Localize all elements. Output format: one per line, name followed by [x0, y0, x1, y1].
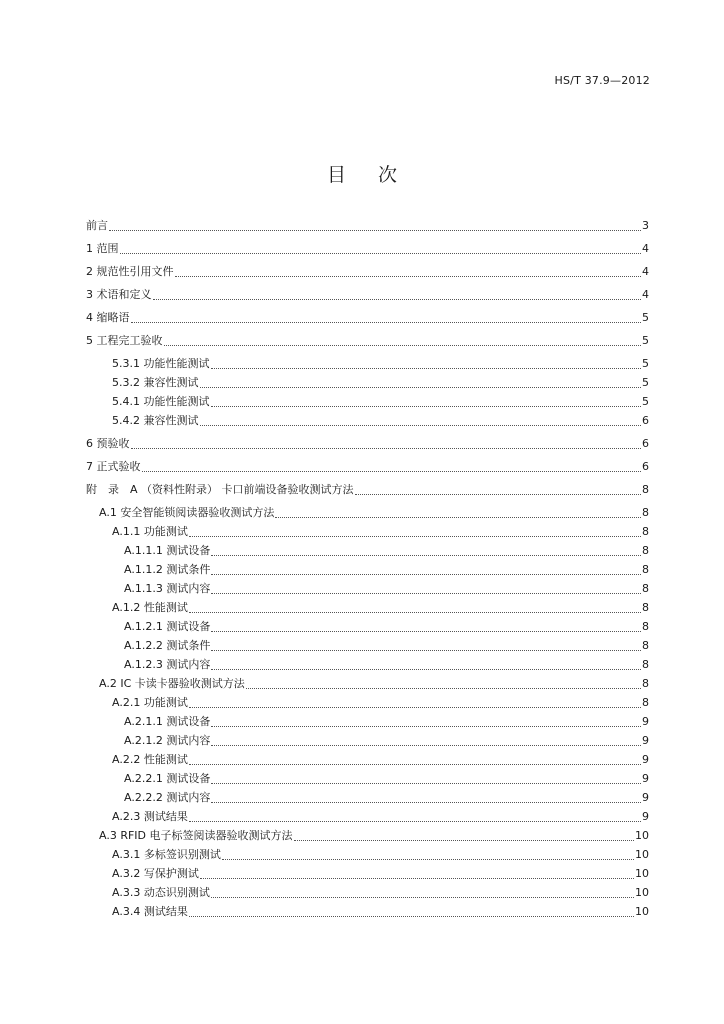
toc-leader-dots [120, 253, 642, 254]
toc-entry-label: 1 范围 [86, 242, 119, 255]
toc-entry-label: A.1.1.3 测试内容 [124, 582, 211, 595]
toc-entry-page: 10 [635, 886, 649, 899]
standard-code: HS/T 37.9—2012 [554, 74, 650, 87]
toc-entry-label: 2 规范性引用文件 [86, 265, 174, 278]
toc-leader-dots [211, 593, 641, 594]
toc-entry-page: 3 [642, 219, 649, 232]
toc-entry-page: 9 [642, 753, 649, 766]
toc-entry[interactable] [86, 240, 649, 259]
toc-entry-label: A.2.1.2 测试内容 [124, 734, 211, 747]
toc-entry[interactable] [86, 675, 649, 694]
toc-leader-dots [200, 425, 642, 426]
toc-entry[interactable] [86, 435, 649, 454]
toc-entry[interactable] [86, 789, 649, 808]
toc-entry-page: 6 [642, 460, 649, 473]
toc-entry-label: 5.3.1 功能性能测试 [112, 357, 210, 370]
toc-leader-dots [200, 387, 642, 388]
toc-entry-page: 4 [642, 265, 649, 278]
toc-entry[interactable] [86, 217, 649, 236]
toc-entry[interactable] [86, 412, 649, 431]
toc-entry-label: A.1.2.1 测试设备 [124, 620, 211, 633]
toc-entry[interactable] [86, 393, 649, 412]
toc-entry-page: 9 [642, 734, 649, 747]
toc-entry[interactable] [86, 637, 649, 656]
toc-entry-label: A.3.4 测试结果 [112, 905, 188, 918]
toc-leader-dots [131, 448, 642, 449]
toc-entry[interactable] [86, 561, 649, 580]
toc-entry-page: 9 [642, 791, 649, 804]
toc-entry-label: A.1.2 性能测试 [112, 601, 188, 614]
toc-entry[interactable] [86, 732, 649, 751]
toc-entry-label: A.1.2.2 测试条件 [124, 639, 211, 652]
toc-leader-dots [189, 707, 641, 708]
toc-leader-dots [189, 612, 641, 613]
toc-entry-page: 8 [642, 601, 649, 614]
toc-leader-dots [355, 494, 641, 495]
toc-entry-page: 8 [642, 639, 649, 652]
toc-entry-label: A.2.2.2 测试内容 [124, 791, 211, 804]
toc-leader-dots [211, 574, 641, 575]
toc-leader-dots [131, 322, 642, 323]
toc-entry-page: 8 [642, 483, 649, 496]
toc-leader-dots [175, 276, 642, 277]
toc-entry-page: 6 [642, 437, 649, 450]
toc-entry[interactable] [86, 309, 649, 328]
toc-list [86, 217, 649, 922]
toc-entry-page: 8 [642, 658, 649, 671]
toc-leader-dots [200, 878, 634, 879]
toc-entry-page: 4 [642, 288, 649, 301]
toc-entry-label: A.2.3 测试结果 [112, 810, 188, 823]
toc-entry-label: 3 术语和定义 [86, 288, 152, 301]
toc-entry-label: A.1 安全智能锁阅读器验收测试方法 [99, 506, 275, 519]
toc-entry-page: 8 [642, 677, 649, 690]
toc-leader-dots [211, 802, 641, 803]
toc-entry-page: 4 [642, 242, 649, 255]
toc-entry[interactable] [86, 263, 649, 282]
toc-entry[interactable] [86, 523, 649, 542]
toc-entry-page: 8 [642, 620, 649, 633]
toc-entry[interactable] [86, 355, 649, 374]
toc-entry-page: 6 [642, 414, 649, 427]
toc-entry-label: 5.3.2 兼容性测试 [112, 376, 199, 389]
toc-leader-dots [222, 859, 634, 860]
toc-leader-dots [142, 471, 642, 472]
toc-entry-label: 5.4.2 兼容性测试 [112, 414, 199, 427]
toc-entry-label: A.3.3 动态识别测试 [112, 886, 210, 899]
toc-entry[interactable] [86, 884, 649, 903]
toc-entry-page: 9 [642, 810, 649, 823]
toc-entry-page: 10 [635, 829, 649, 842]
toc-entry[interactable] [86, 599, 649, 618]
toc-entry[interactable] [86, 656, 649, 675]
toc-entry-label: 7 正式验收 [86, 460, 141, 473]
toc-leader-dots [164, 345, 642, 346]
toc-entry[interactable] [86, 903, 649, 922]
toc-entry[interactable] [86, 827, 649, 846]
toc-leader-dots [189, 916, 634, 917]
toc-entry-page: 10 [635, 905, 649, 918]
toc-leader-dots [211, 669, 641, 670]
toc-entry-label: A.3.1 多标签识别测试 [112, 848, 221, 861]
toc-leader-dots [211, 783, 641, 784]
toc-entry-label: A.1.1.1 测试设备 [124, 544, 211, 557]
toc-entry-label: A.2.2 性能测试 [112, 753, 188, 766]
toc-leader-dots [211, 555, 641, 556]
toc-entry[interactable] [86, 618, 649, 637]
toc-entry-page: 10 [635, 848, 649, 861]
toc-entry[interactable] [86, 751, 649, 770]
toc-leader-dots [211, 631, 641, 632]
toc-leader-dots [246, 688, 641, 689]
toc-entry-page: 5 [642, 311, 649, 324]
toc-entry[interactable] [86, 332, 649, 351]
toc-entry[interactable] [86, 846, 649, 865]
toc-entry-label: A.3 RFID 电子标签阅读器验收测试方法 [99, 829, 293, 842]
toc-entry-page: 5 [642, 395, 649, 408]
toc-entry[interactable] [86, 374, 649, 393]
toc-entry[interactable] [86, 286, 649, 305]
toc-entry-label: 前言 [86, 219, 108, 232]
toc-entry-page: 8 [642, 582, 649, 595]
toc-entry-page: 8 [642, 525, 649, 538]
toc-entry-page: 5 [642, 357, 649, 370]
toc-entry[interactable] [86, 694, 649, 713]
toc-entry-page: 9 [642, 715, 649, 728]
toc-entry-label: A.2 IC 卡读卡器验收测试方法 [99, 677, 245, 690]
toc-entry-page: 10 [635, 867, 649, 880]
toc-entry-label: A.2.1 功能测试 [112, 696, 188, 709]
toc-entry-page: 8 [642, 563, 649, 576]
toc-entry-page: 8 [642, 696, 649, 709]
toc-entry-label: 附 录 A （资料性附录） 卡口前端设备验收测试方法 [86, 483, 354, 496]
toc-entry[interactable] [86, 865, 649, 884]
toc-entry[interactable] [86, 808, 649, 827]
toc-entry[interactable] [86, 542, 649, 561]
toc-leader-dots [294, 840, 634, 841]
toc-entry-page: 8 [642, 544, 649, 557]
toc-entry-label: A.2.1.1 测试设备 [124, 715, 211, 728]
toc-leader-dots [189, 821, 641, 822]
toc-entry-label: 5.4.1 功能性能测试 [112, 395, 210, 408]
toc-title: 目次 [326, 164, 429, 186]
toc-entry-label: A.1.1.2 测试条件 [124, 563, 211, 576]
toc-entry-page: 5 [642, 376, 649, 389]
toc-leader-dots [211, 650, 641, 651]
toc-entry[interactable] [86, 770, 649, 789]
toc-entry[interactable] [86, 481, 649, 500]
toc-leader-dots [211, 406, 642, 407]
toc-leader-dots [211, 745, 641, 746]
toc-leader-dots [189, 536, 641, 537]
toc-entry-label: A.1.2.3 测试内容 [124, 658, 211, 671]
toc-entry[interactable] [86, 580, 649, 599]
toc-leader-dots [153, 299, 642, 300]
toc-leader-dots [211, 368, 642, 369]
toc-entry-label: 5 工程完工验收 [86, 334, 163, 347]
toc-entry[interactable] [86, 458, 649, 477]
toc-entry-label: A.1.1 功能测试 [112, 525, 188, 538]
toc-entry-page: 5 [642, 334, 649, 347]
toc-entry-page: 8 [642, 506, 649, 519]
toc-entry-page: 9 [642, 772, 649, 785]
toc-entry[interactable] [86, 504, 649, 523]
toc-leader-dots [211, 726, 641, 727]
toc-entry-label: 4 缩略语 [86, 311, 130, 324]
toc-leader-dots [189, 764, 641, 765]
toc-entry-label: 6 预验收 [86, 437, 130, 450]
toc-leader-dots [109, 230, 641, 231]
toc-leader-dots [275, 517, 641, 518]
toc-entry-label: A.3.2 写保护测试 [112, 867, 199, 880]
toc-entry[interactable] [86, 713, 649, 732]
toc-leader-dots [211, 897, 634, 898]
toc-entry-label: A.2.2.1 测试设备 [124, 772, 211, 785]
